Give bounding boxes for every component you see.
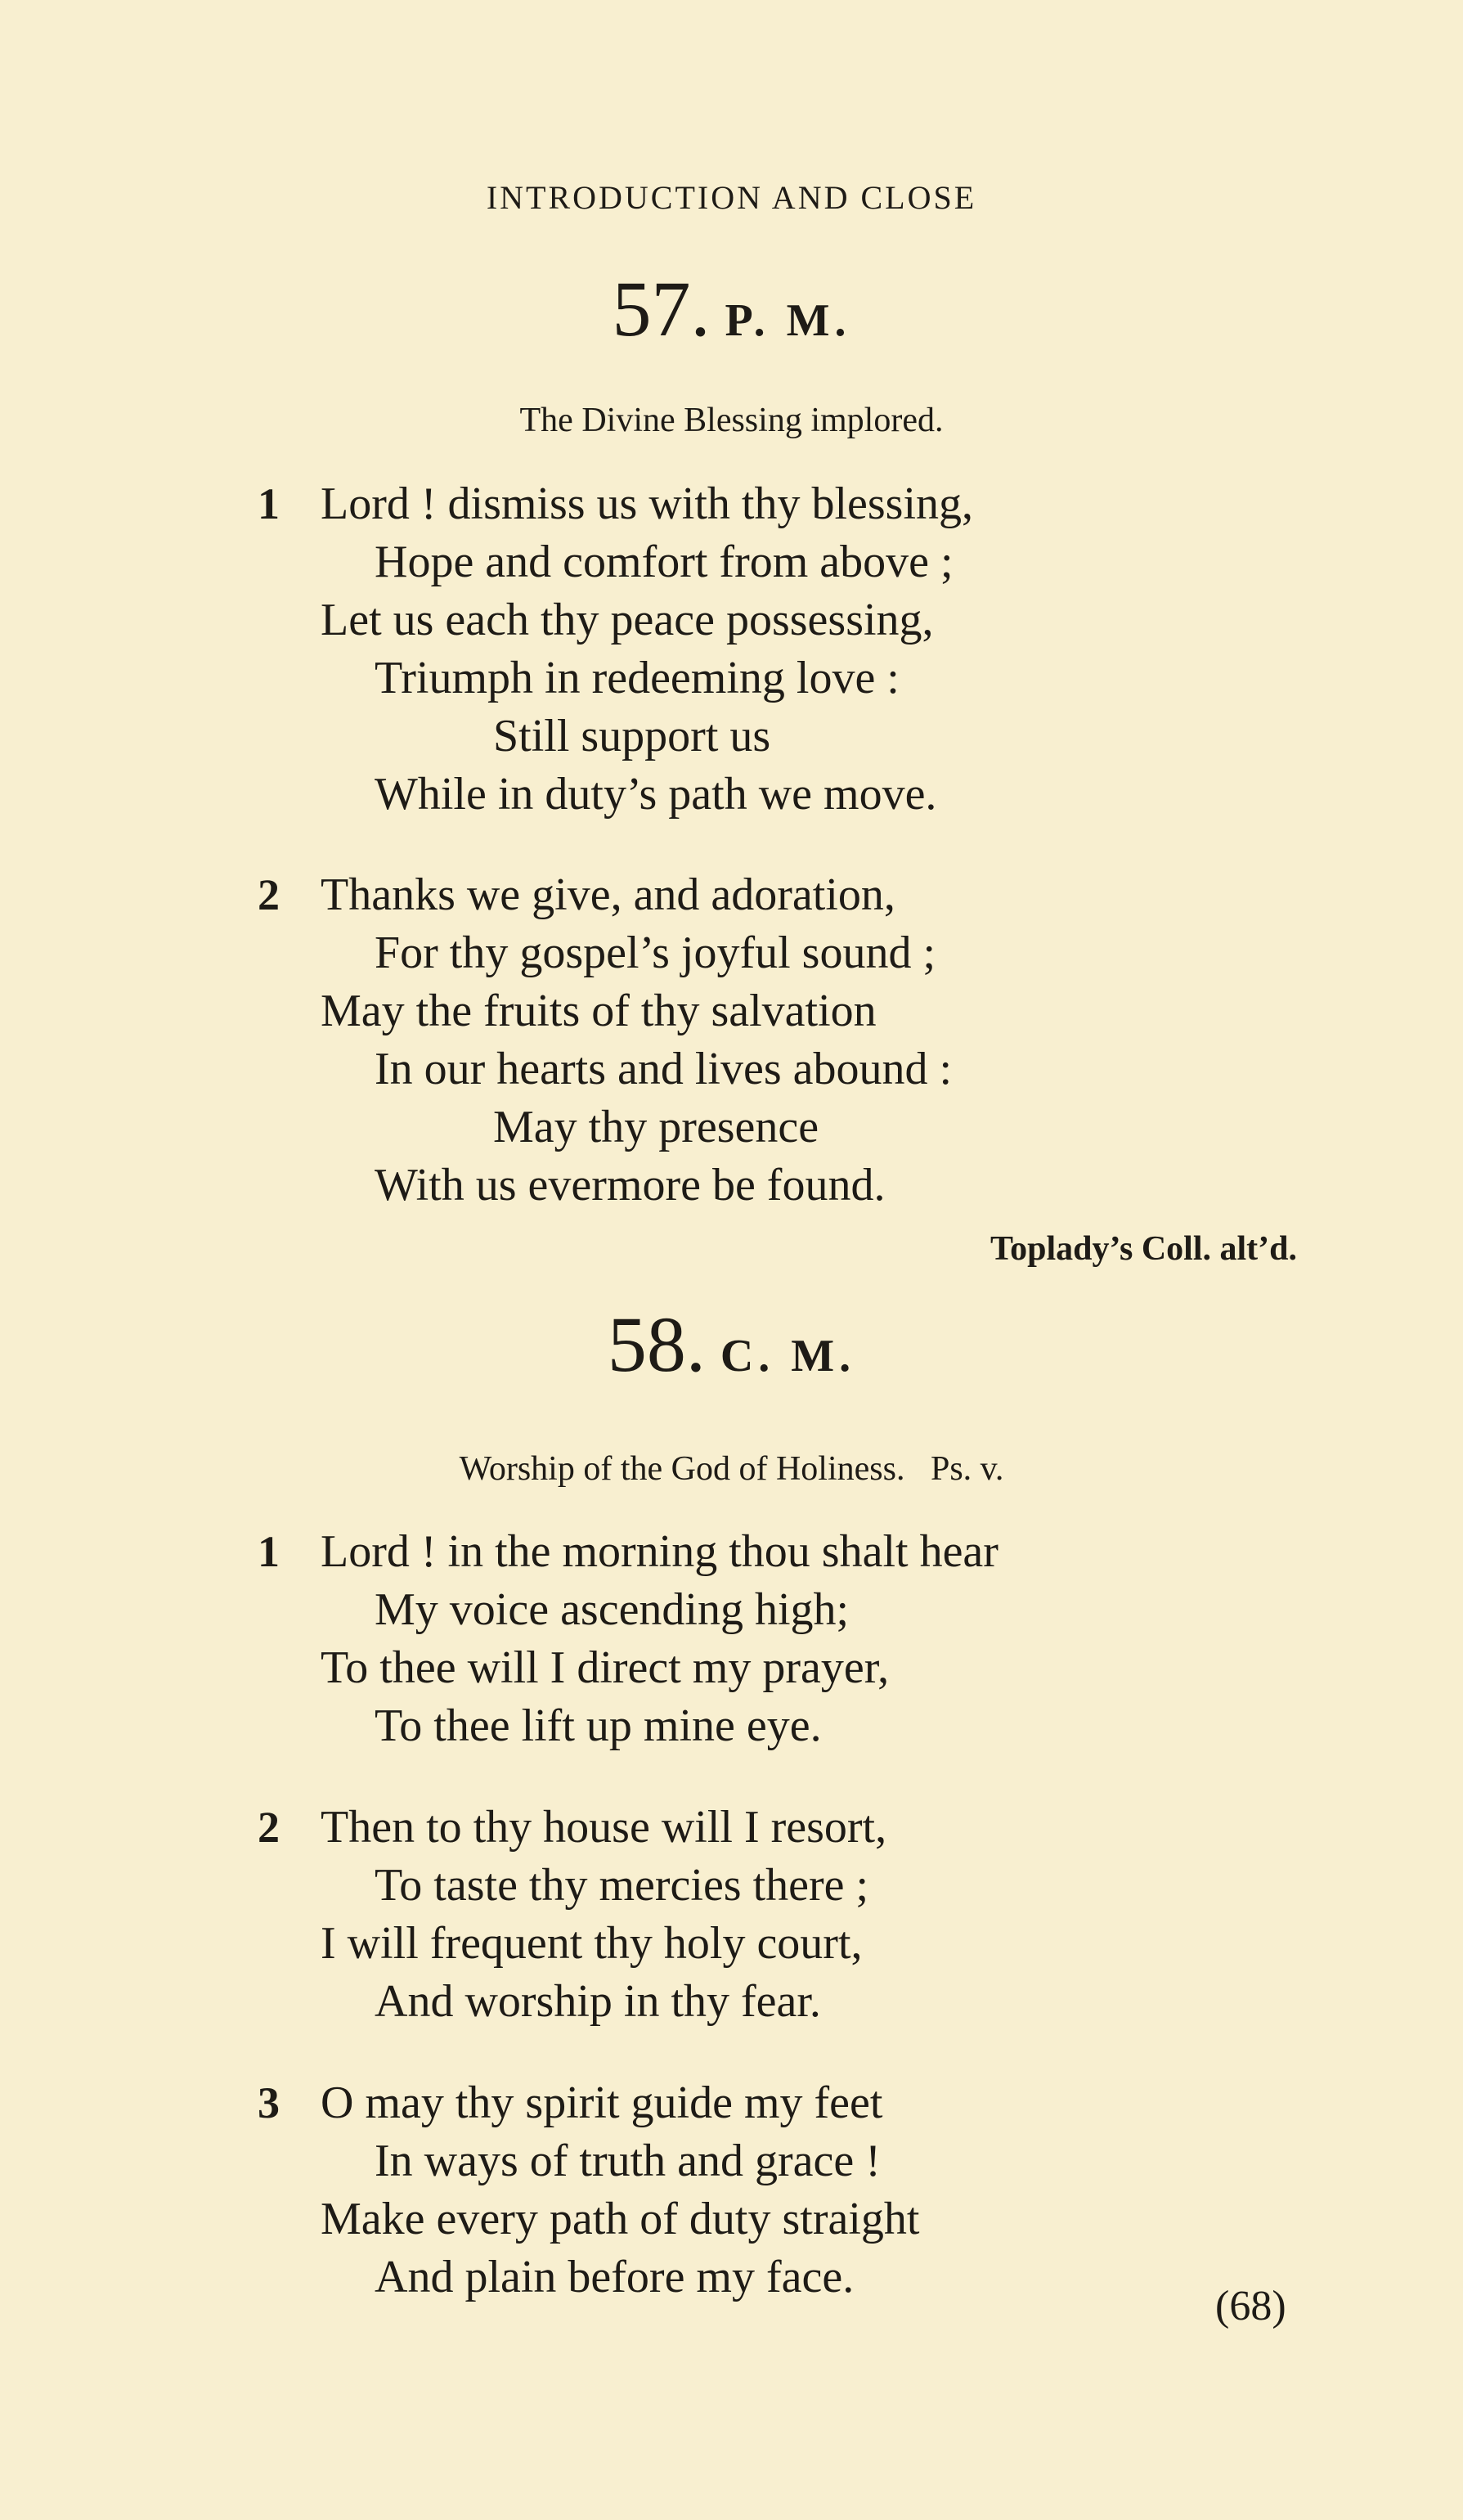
running-head: INTRODUCTION AND CLOSE [486,179,977,216]
hymn-line: Then to thy house will I resort, [321,1802,887,1853]
hymn-line: Lord ! in the morning thou shalt hear [321,1526,999,1577]
hymn-number: 57. [612,265,711,353]
hymn-meter: C. M. [720,1331,856,1381]
hymn-meter: P. M. [725,295,851,346]
verse-number: 3 [258,2078,280,2127]
hymn-number: 58. [607,1300,706,1388]
verse-number: 1 [258,1527,280,1576]
hymn-line: Hope and comfort from above ; [375,537,954,587]
hymn-line: And plain before my face. [375,2252,855,2302]
hymn-line: Thanks we give, and adoration, [321,869,895,920]
hymn-line: For thy gospel’s joyful sound ; [375,928,936,978]
hymn-57-heading [0,263,1463,354]
hymn-line: Still support us [493,711,771,761]
hymn-line: To taste thy mercies there ; [375,1860,869,1911]
hymn-line: May the fruits of thy salvation [321,986,877,1036]
hymn-line: To thee lift up mine eye. [375,1700,822,1751]
verse-number: 2 [258,1803,280,1852]
hymn-line: With us evermore be found. [375,1160,886,1211]
hymn-58-heading [0,1299,1463,1390]
hymn-line: To thee will I direct my prayer, [321,1642,890,1693]
hymn-line: Triumph in redeeming love : [375,653,900,703]
hymn-line: In ways of truth and grace ! [375,2136,881,2186]
hymn-line: My voice ascending high; [375,1584,850,1635]
hymn-subtitle: The Divine Blessing implored. [519,402,944,439]
hymn-subtitle: Worship of the God of Holiness. Ps. v. [459,1450,1004,1488]
page-number: (68) [1215,2283,1286,2329]
hymn-line: I will frequent thy holy court, [321,1918,863,1969]
hymn-line: Lord ! dismiss us with thy blessing, [321,478,974,529]
attribution: Toplady’s Coll. alt’d. [990,1230,1297,1268]
hymn-line: And worship in thy fear. [375,1976,821,2027]
verse-number: 2 [258,870,280,919]
hymn-line: May thy presence [493,1102,819,1152]
hymn-line: Make every path of duty straight [321,2194,920,2244]
verse-number: 1 [258,479,280,528]
hymn-line: Let us each thy peace possessing, [321,595,934,645]
hymn-line: In our hearts and lives abound : [375,1044,953,1094]
hymn-line: O may thy spirit guide my feet [321,2078,883,2128]
hymn-line: While in duty’s path we move. [375,769,937,820]
